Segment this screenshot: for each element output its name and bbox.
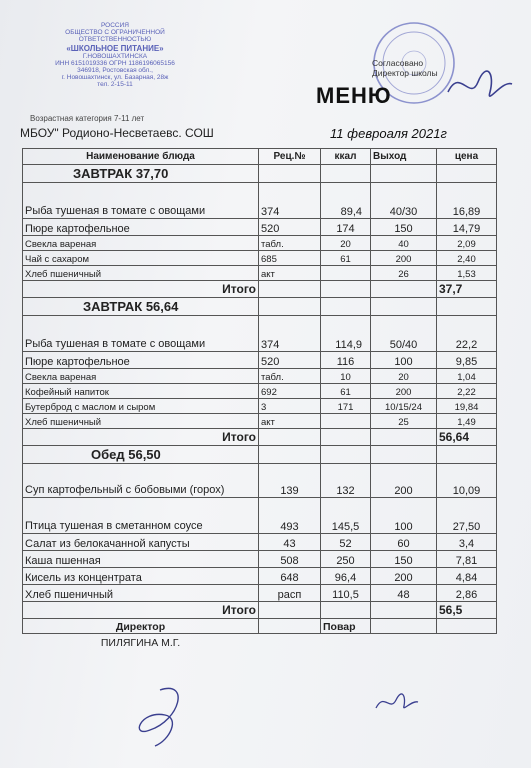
output-value: 10/15/24: [371, 399, 437, 414]
price-value: 14,79: [437, 219, 497, 236]
header-recipe: Рец.№: [259, 149, 321, 165]
recipe-number: 3: [259, 399, 321, 414]
section-title: ЗАВТРАК 37,70: [23, 165, 259, 183]
kcal-value: 114,9: [321, 316, 371, 352]
recipe-number: акт: [259, 266, 321, 281]
cook-label: Повар: [321, 619, 371, 634]
output-value: 150: [371, 219, 437, 236]
price-value: 9,85: [437, 352, 497, 369]
kcal-value: 61: [321, 384, 371, 399]
output-value: 60: [371, 534, 437, 551]
dish-name: Свекла вареная: [23, 369, 259, 384]
table-header-row: [23, 149, 497, 165]
output-value: 40/30: [371, 183, 437, 219]
dish-name: Рыба тушеная в томате с овощами: [23, 183, 259, 219]
kcal-value: 250: [321, 551, 371, 568]
director-name-row: [23, 634, 497, 649]
menu-date: 11 февроаля 2021г: [330, 126, 447, 141]
table-row: [23, 534, 497, 551]
table-row: [23, 414, 497, 429]
kcal-value: 174: [321, 219, 371, 236]
kcal-value: [321, 414, 371, 429]
approval-line: Директор школы: [372, 68, 438, 78]
menu-table: [22, 148, 497, 649]
recipe-number: 685: [259, 251, 321, 266]
kcal-value: 145,5: [321, 498, 371, 534]
director-signature-icon: [440, 62, 520, 110]
output-value: 20: [371, 369, 437, 384]
table-row: [23, 352, 497, 369]
price-value: 7,81: [437, 551, 497, 568]
price-value: 22,2: [437, 316, 497, 352]
recipe-number: 692: [259, 384, 321, 399]
recipe-number: табл.: [259, 236, 321, 251]
kcal-value: [321, 266, 371, 281]
total-row: [23, 281, 497, 298]
header-name: Наименование блюда: [23, 149, 259, 165]
table-row: [23, 399, 497, 414]
total-label: Итого: [23, 281, 259, 298]
approval-block: [372, 58, 438, 78]
dish-name: Хлеб пшеничный: [23, 414, 259, 429]
section-row: [23, 165, 497, 183]
output-value: 150: [371, 551, 437, 568]
total-value: 56,5: [437, 602, 497, 619]
output-value: 200: [371, 251, 437, 266]
section-title: Обед 56,50: [23, 446, 259, 464]
price-value: 3,4: [437, 534, 497, 551]
signature-row: [23, 619, 497, 634]
total-label: Итого: [23, 429, 259, 446]
dish-name: Птица тушеная в сметанном соусе: [23, 498, 259, 534]
dish-name: Пюре картофельное: [23, 219, 259, 236]
table-row: [23, 266, 497, 281]
output-value: 48: [371, 585, 437, 602]
section-row: [23, 446, 497, 464]
table-row: [23, 568, 497, 585]
section-title: ЗАВТРАК 56,64: [23, 298, 259, 316]
total-label: Итого: [23, 602, 259, 619]
kcal-value: 116: [321, 352, 371, 369]
price-value: 16,89: [437, 183, 497, 219]
recipe-number: табл.: [259, 369, 321, 384]
director-signature-bottom-icon: [120, 680, 200, 750]
price-value: 1,49: [437, 414, 497, 429]
table-row: [23, 369, 497, 384]
organization-stamp: [40, 22, 190, 89]
dish-name: Бутерброд с маслом и сыром: [23, 399, 259, 414]
table-row: [23, 219, 497, 236]
recipe-number: расп: [259, 585, 321, 602]
table-row: [23, 551, 497, 568]
cook-signature-icon: [372, 690, 422, 716]
kcal-value: 20: [321, 236, 371, 251]
dish-name: Рыба тушеная в томате с овощами: [23, 316, 259, 352]
header-kcal: ккал: [321, 149, 371, 165]
kcal-value: 132: [321, 464, 371, 498]
recipe-number: 520: [259, 219, 321, 236]
table-row: [23, 585, 497, 602]
kcal-value: 61: [321, 251, 371, 266]
dish-name: Свекла вареная: [23, 236, 259, 251]
output-value: 26: [371, 266, 437, 281]
table-row: [23, 384, 497, 399]
total-value: 56,64: [437, 429, 497, 446]
output-value: 100: [371, 498, 437, 534]
recipe-number: акт: [259, 414, 321, 429]
total-row: [23, 429, 497, 446]
header-output: Выход: [371, 149, 437, 165]
director-label: Директор: [23, 619, 259, 634]
stamp-line: ОТВЕТСТВЕННОСТЬЮ: [78, 36, 152, 44]
total-value: 37,7: [437, 281, 497, 298]
stamp-line: «ШКОЛЬНОЕ ПИТАНИЕ»: [66, 43, 164, 53]
stamp-line: 346918, Ростовская обл.,: [77, 67, 153, 75]
price-value: 1,53: [437, 266, 497, 281]
recipe-number: 139: [259, 464, 321, 498]
table-row: [23, 498, 497, 534]
price-value: 27,50: [437, 498, 497, 534]
dish-name: Чай с сахаром: [23, 251, 259, 266]
approval-line: Согласовано: [372, 58, 424, 68]
dish-name: Пюре картофельное: [23, 352, 259, 369]
output-value: 200: [371, 384, 437, 399]
stamp-line: РОССИЯ: [100, 22, 129, 29]
output-value: 40: [371, 236, 437, 251]
table-row: [23, 183, 497, 219]
school-name: МБОУ" Родионо-Несветаевс. СОШ: [20, 126, 214, 140]
dish-name: Суп картофельный с бобовыми (горох): [23, 464, 259, 498]
kcal-value: 10: [321, 369, 371, 384]
price-value: 1,04: [437, 369, 497, 384]
dish-name: Каша пшенная: [23, 551, 259, 568]
age-category: Возрастная категория 7-11 лет: [30, 114, 145, 123]
price-value: 10,09: [437, 464, 497, 498]
kcal-value: 171: [321, 399, 371, 414]
recipe-number: 648: [259, 568, 321, 585]
table-row: [23, 251, 497, 266]
menu-title: МЕНЮ: [316, 83, 392, 108]
price-value: 2,22: [437, 384, 497, 399]
stamp-line: г. Новошахтинск, ул. Базарная, 28ж: [61, 74, 169, 82]
kcal-value: 96,4: [321, 568, 371, 585]
stamp-line: ИНН 6151019336 ОГРН 1186196065156: [55, 59, 175, 67]
recipe-number: 374: [259, 316, 321, 352]
price-value: 4,84: [437, 568, 497, 585]
output-value: 100: [371, 352, 437, 369]
output-value: 25: [371, 414, 437, 429]
price-value: 19,84: [437, 399, 497, 414]
recipe-number: 520: [259, 352, 321, 369]
stamp-line: тел. 2-15-11: [97, 81, 133, 89]
table-row: [23, 316, 497, 352]
dish-name: Кисель из концентрата: [23, 568, 259, 585]
price-value: 2,40: [437, 251, 497, 266]
stamp-line: Г.НОВОШАХТИНСКА: [82, 52, 148, 60]
recipe-number: 374: [259, 183, 321, 219]
table-row: [23, 464, 497, 498]
output-value: 200: [371, 464, 437, 498]
section-row: [23, 298, 497, 316]
kcal-value: 89,4: [321, 183, 371, 219]
dish-name: Салат из белокачанной капусты: [23, 534, 259, 551]
director-name: ПИЛЯГИНА М.Г.: [100, 636, 181, 649]
header-price: цена: [437, 149, 497, 165]
recipe-number: 43: [259, 534, 321, 551]
dish-name: Хлеб пшеничный: [23, 266, 259, 281]
stamp-line: ОБЩЕСТВО С ОГРАНИЧЕННОЙ: [65, 29, 165, 37]
price-value: 2,86: [437, 585, 497, 602]
output-value: 200: [371, 568, 437, 585]
total-row: [23, 602, 497, 619]
kcal-value: 110,5: [321, 585, 371, 602]
dish-name: Кофейный напиток: [23, 384, 259, 399]
table-row: [23, 236, 497, 251]
price-value: 2,09: [437, 236, 497, 251]
kcal-value: 52: [321, 534, 371, 551]
recipe-number: 508: [259, 551, 321, 568]
dish-name: Хлеб пшеничный: [23, 585, 259, 602]
output-value: 50/40: [371, 316, 437, 352]
recipe-number: 493: [259, 498, 321, 534]
